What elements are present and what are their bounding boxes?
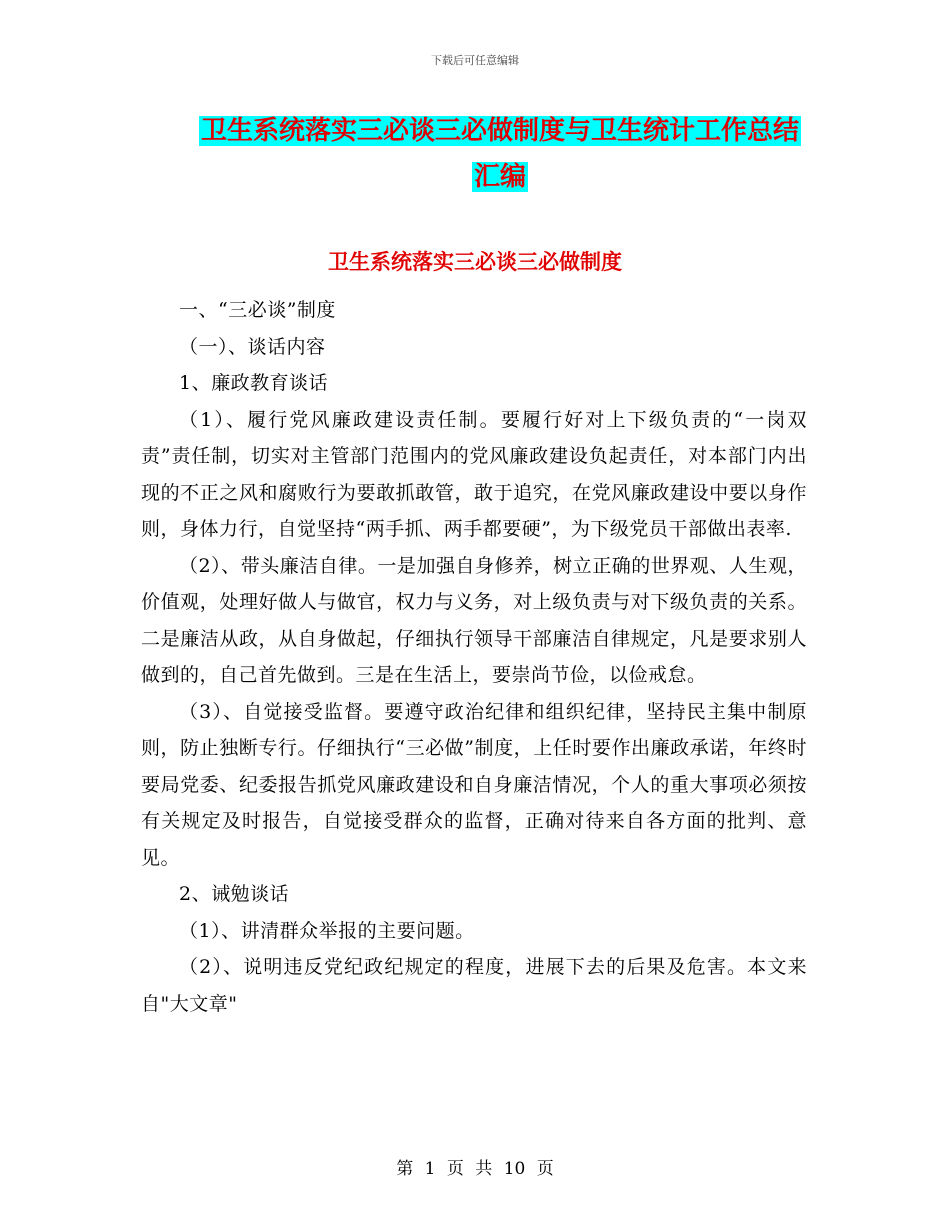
subheading-talk-content: （一）、谈话内容 bbox=[179, 335, 326, 358]
header-note: 下载后可任意编辑 bbox=[431, 54, 519, 67]
item-admonition-talk: 2、诫勉谈话 bbox=[179, 883, 290, 905]
document-title bbox=[190, 108, 810, 200]
page-footer: 第 1 页 共 10 页 bbox=[396, 1159, 554, 1179]
heading-three-talks: 一、“三必谈”制度 bbox=[179, 299, 336, 321]
document-body bbox=[141, 292, 807, 1022]
section-title: 卫生系统落实三必谈三必做制度 bbox=[328, 250, 622, 274]
paragraph-self-discipline: （2）、带头廉洁自律。一是加强自身修养，树立正确的世界观、人生观，价值观，处理好做人与做官，权力与义务，对上级负责与对下级负责的关系。二是廉洁从政，从自身做起，仔细执行领导干部廉洁自律规定，凡是要求别人做到的，自己首先做到。三是在生活上，要崇尚节俭，以俭戒怠。 bbox=[141, 554, 807, 686]
document-title-line2: 汇编 bbox=[473, 162, 526, 192]
paragraph-supervision: （3）、自觉接受监督。要遵守政治纪律和组织纪律，坚持民主集中制原则，防止独断专行。仔细执行“三必做”制度，上任时要作出廉政承诺，年终时要局党委、纪委报告抓党风廉政建设和自身廉洁情况，个人的重大事项必须按有关规定及时报告，自觉接受群众的监督，正确对待来自各方面的批判、意见。 bbox=[141, 700, 807, 869]
paragraph-consequences: （2）、说明违反党纪政纪规定的程度，进展下去的后果及危害。本文来自"大文章" bbox=[141, 956, 807, 1015]
document-title-line1: 卫生系统落实三必谈三必做制度与卫生统计工作总结 bbox=[200, 116, 799, 146]
paragraph-responsibility: （1）、履行党风廉政建设责任制。要履行好对上下级负责的“一岗双责”责任制，切实对主管部门范围内的党风廉政建设负起责任，对本部门内出现的不正之风和腐败行为要敢抓敢管，敢于追究，在党风廉政建设中要以身作则，身体力行，自觉坚持“两手抓、两手都要硬”，为下级党员干部做出表率. bbox=[141, 408, 807, 540]
paragraph-report-issues: （1）、讲清群众举报的主要问题。 bbox=[179, 919, 475, 942]
item-integrity-talk: 1、廉政教育谈话 bbox=[179, 372, 329, 394]
